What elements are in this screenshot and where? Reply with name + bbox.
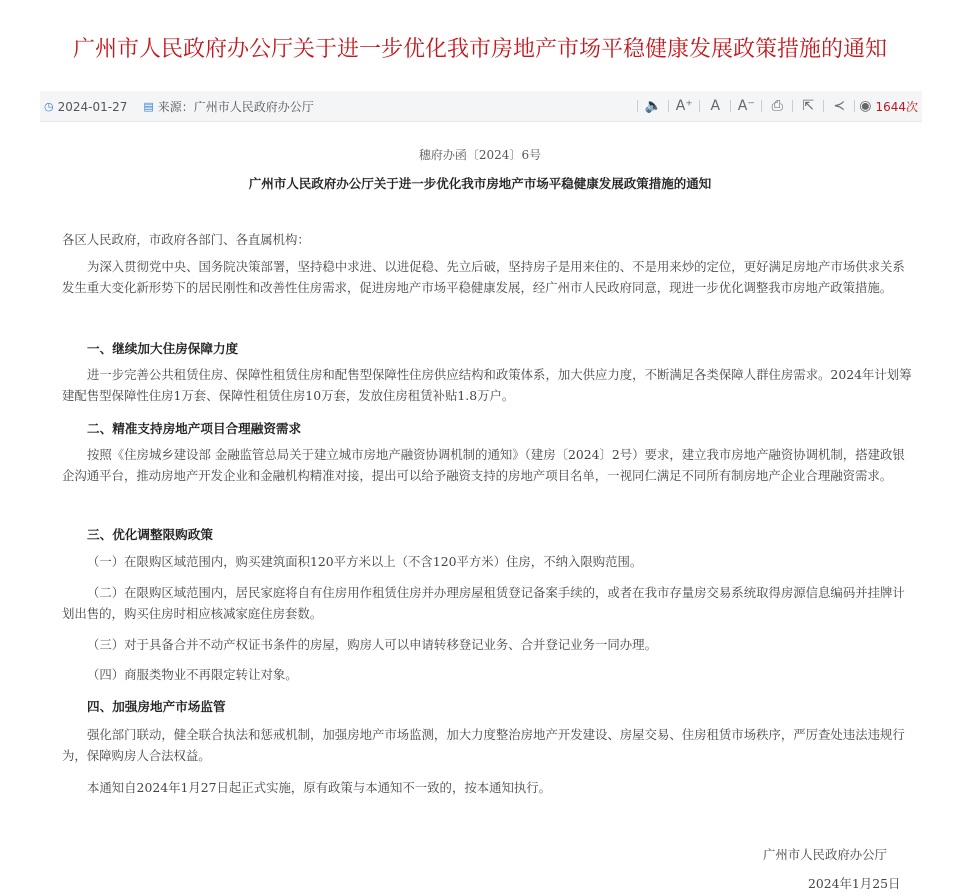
effective-paragraph: 本通知自2024年1月27日起正式实施，原有政策与本通知不一致的，按本通知执行。 <box>87 780 552 795</box>
meta-bar <box>40 91 922 122</box>
section-paragraph: （二）在限购区域范围内，居民家庭将自有住房用作租赁住房并办理房屋租赁登记备案手续的，或者在我市存量房交易系统取得房源信息编码并挂牌计划出售的，购买住房时相应核减家庭住房套数。 <box>62 585 905 621</box>
source-value: 广州市人民政府办公厅 <box>193 100 314 114</box>
divider <box>823 100 824 112</box>
divider <box>854 100 855 112</box>
section-paragraph: （四）商服类物业不再限定转让对象。 <box>87 667 298 682</box>
section-heading: 一、继续加大住房保障力度 <box>87 341 239 356</box>
font-decrease-icon[interactable]: A⁻ <box>737 98 755 114</box>
document-title: 广州市人民政府办公厅关于进一步优化我市房地产市场平稳健康发展政策措施的通知 <box>248 176 712 191</box>
font-increase-icon[interactable]: A⁺ <box>675 98 693 114</box>
meta-info <box>44 98 314 115</box>
clock-icon: ◷ <box>44 100 54 113</box>
section-paragraph: 强化部门联动，健全联合执法和惩戒机制，加强房地产市场监测，加大力度整治房地产开发建设、房屋交易、住房租赁市场秩序，严厉查处违法违规行为，保障购房人合法权益。 <box>62 727 905 763</box>
divider <box>761 100 762 112</box>
export-icon[interactable]: ⇱ <box>802 98 815 114</box>
divider <box>730 100 731 112</box>
salutation: 各区人民政府，市政府各部门、各直属机构： <box>62 232 310 247</box>
page-title: 广州市人民政府办公厅关于进一步优化我市房地产市场平稳健康发展政策措施的通知 <box>72 37 887 62</box>
view-count: 1644次 <box>875 99 918 114</box>
divider <box>792 100 793 112</box>
section-paragraph: （一）在限购区域范围内，购买建筑面积120平方米以上（不含120平方米）住房，不纳入限购范围。 <box>87 554 643 569</box>
section-paragraph: （三）对于具备合并不动产权证书条件的房屋，购房人可以申请转移登记业务、合并登记业务一同办理。 <box>87 637 657 652</box>
document-number: 穗府办函〔2024〕6号 <box>418 148 542 162</box>
print-icon[interactable]: ⎙ <box>771 98 783 114</box>
divider <box>637 100 638 112</box>
divider <box>699 100 700 112</box>
divider <box>668 100 669 112</box>
sign-date: 2024年1月25日 <box>808 876 901 891</box>
section-heading: 三、优化调整限购政策 <box>87 527 213 542</box>
toolbar <box>633 96 918 116</box>
intro-paragraph: 为深入贯彻党中央、国务院决策部署，坚持稳中求进、以进促稳、先立后破，坚持房子是用来住的、不是用来炒的定位，更好满足房地产市场供求关系发生重大变化新形势下的居民刚性和改善性住房需求，促进房地产市场平稳健康发展，经广州市人民政府同意，现进一步优化调整我市房地产政策措施。 <box>62 259 905 295</box>
publish-date: 2024-01-27 <box>57 99 128 114</box>
section-heading: 四、加强房地产市场监管 <box>87 699 226 714</box>
document-icon: ▤ <box>143 100 154 113</box>
section-heading: 二、精准支持房地产项目合理融资需求 <box>87 421 302 436</box>
section-paragraph: 进一步完善公共租赁住房、保障性租赁住房和配售型保障性住房供应结构和政策体系，加大供应力度，不断满足各类保障人群住房需求。2024年计划筹建配售型保障性住房1万套、保障性租赁住房10万套，发放住房租赁补贴1.8万户。 <box>62 367 912 403</box>
signer: 广州市人民政府办公厅 <box>763 847 887 862</box>
font-default-icon[interactable]: A <box>710 98 721 114</box>
source-label: 来源： <box>157 100 194 114</box>
read-aloud-icon[interactable]: 🔈 <box>644 98 662 114</box>
eye-icon: ◉ <box>859 98 872 114</box>
share-icon[interactable]: ≺ <box>833 98 846 114</box>
section-paragraph: 按照《住房城乡建设部 金融监管总局关于建立城市房地产融资协调机制的通知》（建房〔2024〕2号）要求，建立我市房地产融资协调机制，搭建政银企沟通平台，推动房地产开发企业和金融机构精准对接，提出可以给予融资支持的房地产项目名单，一视同仁满足不同所有制房地产企业合理融资需求。 <box>62 447 905 483</box>
